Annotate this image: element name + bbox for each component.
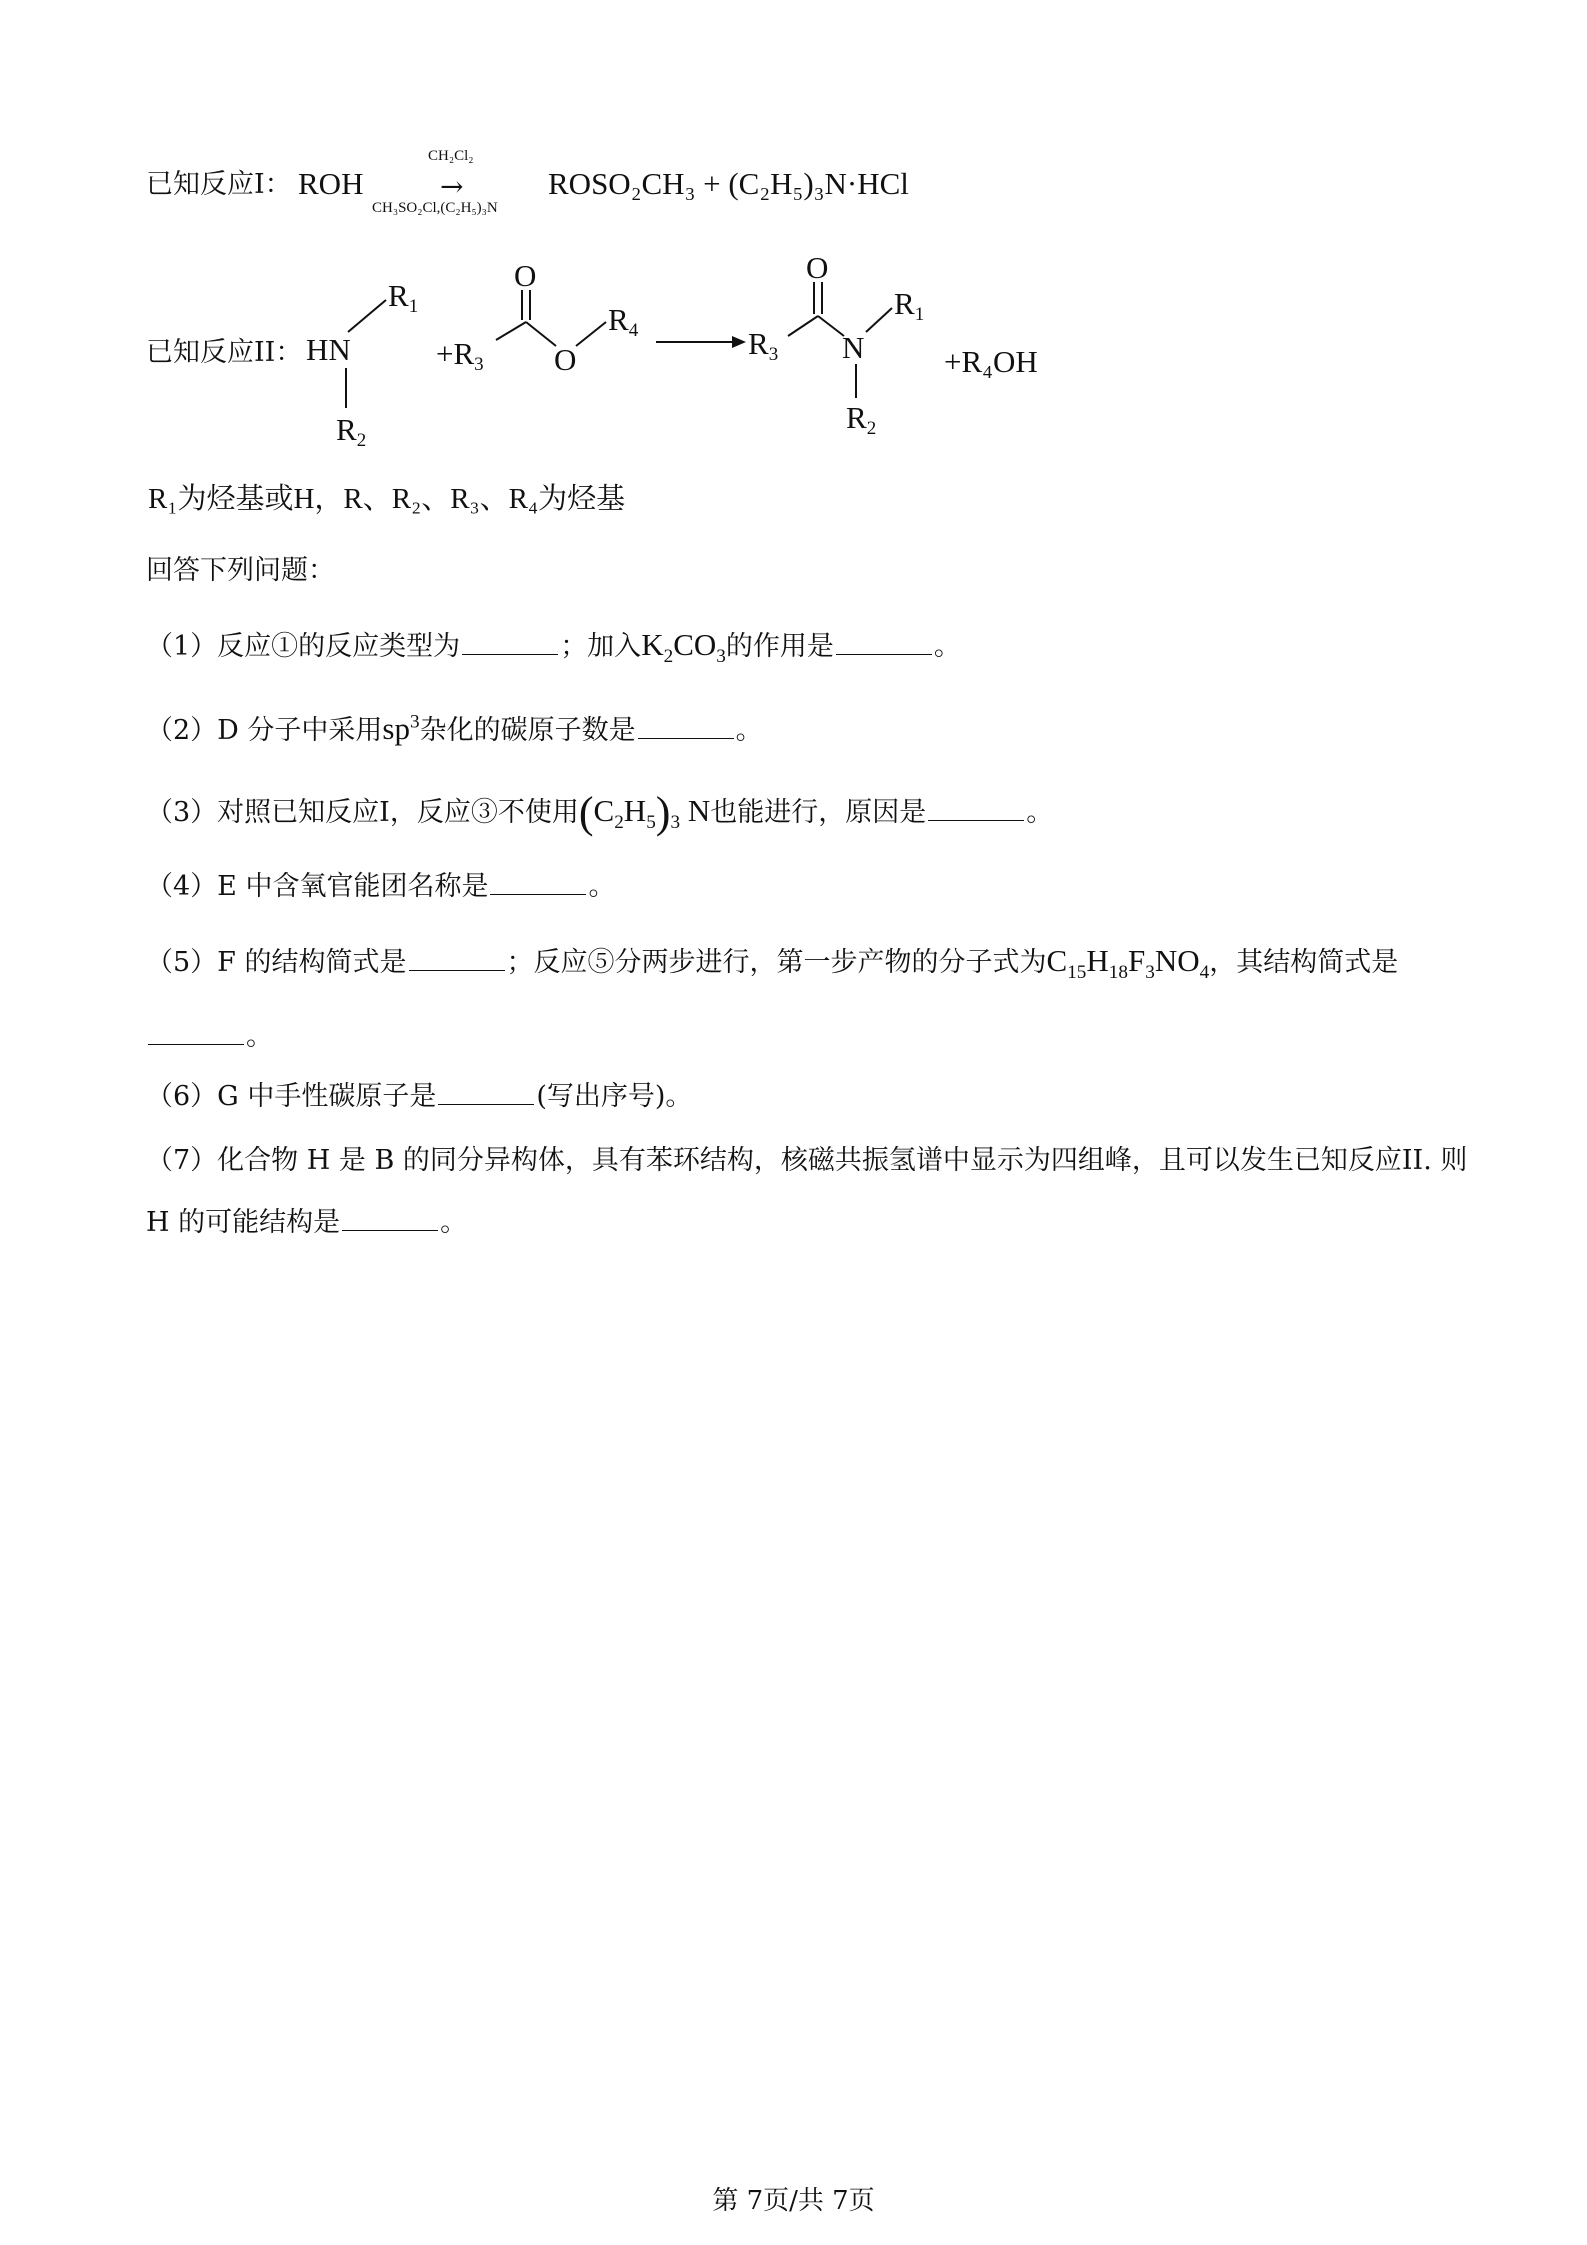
answer-blank-6[interactable] [438,1082,534,1105]
reaction1-arrow-top: CH₂Cl₂ [428,148,474,164]
questions-intro: 回答下列问题： [146,555,335,586]
ester-carbonyl-o: O [514,258,537,293]
question-3: （3）对照已知反应I，反应③不使用$(C_2H_5)_3$ N也能进行，原因是 。 [146,788,1054,837]
reaction-arrow-icon: → [440,170,464,203]
answer-blank-3[interactable] [928,798,1024,821]
ester-r4-label: R4 [608,302,639,341]
answer-blank-7[interactable] [342,1208,438,1231]
answer-blank-2[interactable] [638,716,734,739]
ester-r3-label: +R3 [436,336,484,375]
answer-blank-5a[interactable] [409,948,505,971]
question-5-cont: 。 [146,1020,273,1054]
reaction1-reactant: ROH [298,166,364,201]
amine-r2-label: R2 [336,412,367,451]
reaction1-product: ROSO₂CH₃ + (C₂H₅)₃N·HCl [548,166,909,201]
reaction2-label: 已知反应II： [146,337,303,368]
answer-blank-5b[interactable] [148,1022,244,1045]
reaction1-arrow-bottom: CH₃SO₂Cl,(C₂H₅)₃N [372,200,498,216]
amide-r3-label: R3 [748,326,779,365]
question-5: （5）F 的结构简式是 ；反应⑤分两步进行，第一步产物的分子式为$C_{15}H_{18}F_3NO_4$，其结构简式是 [146,943,1399,984]
reaction1-label: 已知反应I： [146,169,292,200]
amide-carbonyl-o: O [806,250,829,285]
reaction2-byproduct: +R₄OH [944,344,1038,379]
question-6: （6）G 中手性碳原子是 (写出序号)。 [146,1081,693,1112]
question-7: （7）化合物 H 是 B 的同分异构体，具有苯环结构，核磁共振氢谱中显示为四组峰，且可以发生已知反应II. 则 [146,1145,1468,1176]
amide-n-label: N [842,330,865,365]
ester-o-label: O [554,342,577,377]
amine-hn-label: HN [306,332,351,367]
amide-r1-label: R1 [894,286,925,325]
substituent-note: R₁为烃基或H，R、R₂、R₃、R₄为烃基 [148,483,626,515]
question-4: （4）E 中含氧官能团名称是 。 [146,871,616,902]
answer-blank-4[interactable] [490,872,586,895]
amide-r2-label: R2 [846,400,877,439]
answer-blank-1a[interactable] [462,632,558,655]
answer-blank-1b[interactable] [836,632,932,655]
amine-r1-label: R1 [388,278,419,317]
arrow-head-icon [732,336,746,348]
question-7-cont: H 的可能结构是 。 [146,1207,468,1238]
page-footer: 第 7页/共 7页 [712,2186,875,2216]
question-1: （1）反应①的反应类型为 ；加入$K_2CO_3$的作用是 。 [146,627,961,668]
question-2: （2）D 分子中采用$sp^3$杂化的碳原子数是 。 [146,711,763,746]
